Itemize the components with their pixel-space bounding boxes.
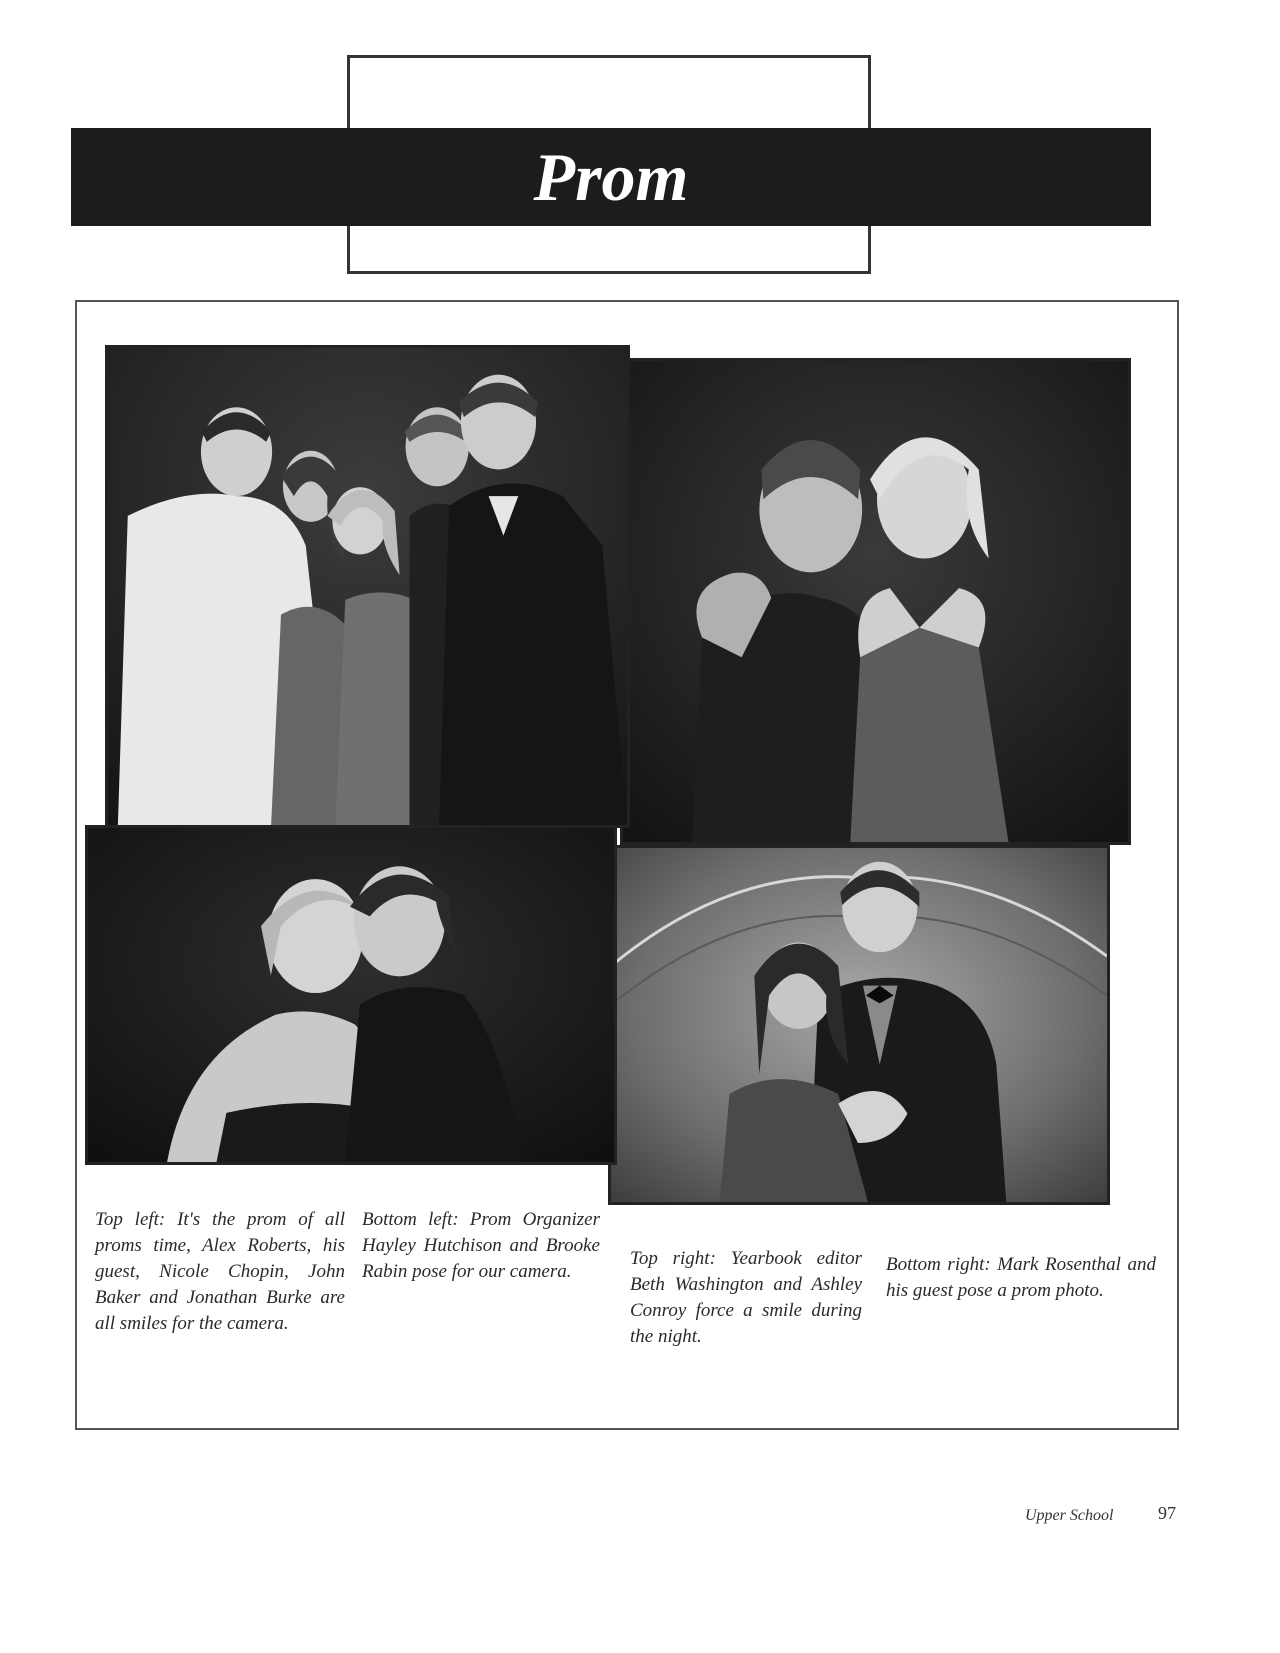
- caption-bottom-right: Bottom right: Mark Rosenthal and his guest pose a prom photo.: [886, 1254, 1156, 1301]
- photo-bottom-left: [85, 825, 617, 1165]
- footer-section-label: Upper School: [1025, 1507, 1114, 1524]
- caption-top-left: Top left: It's the prom of all proms time, Alex Roberts, his guest, Nicole Chopin, John Baker and Jonathan Burke are all smiles for the camera.: [95, 1209, 345, 1334]
- photo-top-left: [105, 345, 630, 828]
- caption-top-right: Top right: Yearbook editor Beth Washington and Ashley Conroy force a smile during the night.: [630, 1248, 862, 1347]
- caption-bottom-left: Bottom left: Prom Organizer Hayley Hutchison and Brooke Rabin pose for our camera.: [362, 1209, 600, 1282]
- photo-top-right: [620, 358, 1131, 845]
- photo-bottom-right: [608, 845, 1110, 1205]
- page-number: 97: [1158, 1503, 1176, 1523]
- page-title: Prom: [533, 139, 689, 215]
